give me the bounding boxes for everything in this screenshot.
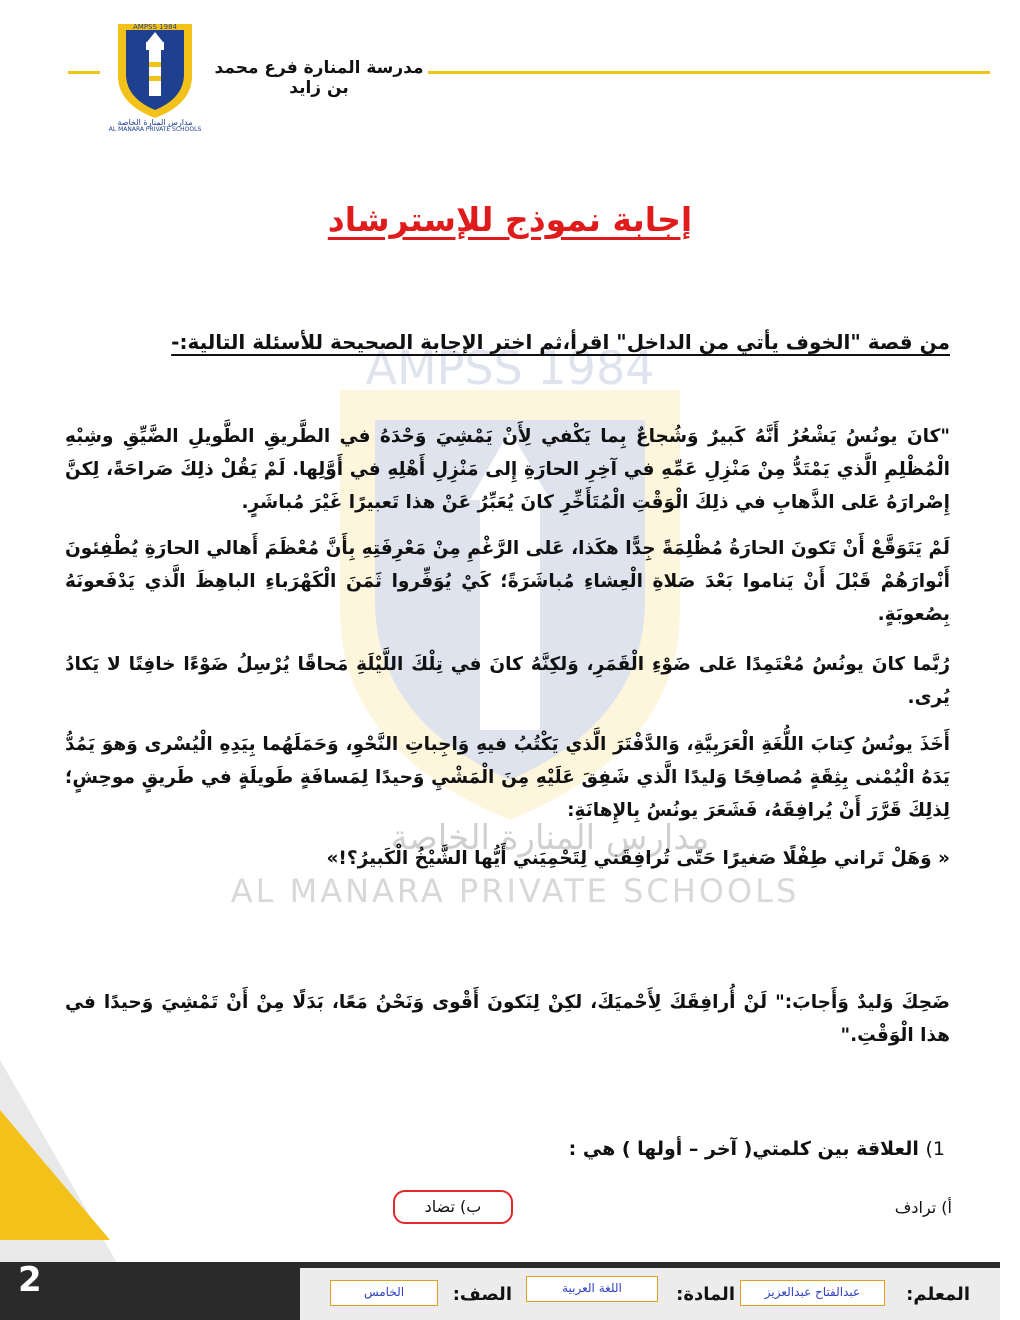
option-b-selected[interactable]: ب) تضاد <box>393 1190 513 1224</box>
story-paragraph-4: أَخَذَ يونُسُ كِتابَ اللُّغَةِ الْعَرَبِيَّةِ، وَالدَّفْتَرَ الَّذي يَكْتُبُ فيهِ وَاجِباتِ النَّحْوِ، وَحَمَلَهُما بِيَدِهِ الْيُسْرى وَهوَ يَمُدُّ يَدَهُ الْيُمْنى بِثِقَةٍ مُصافِحًا وَليدًا الَّذي شَفِقَ عَلَيْهِ مِنَ الْمَشْيِ وَحيدًا لِمَسافَةٍ طَويلَةٍ في طَريقٍ موحِشٍ؛ لِذلِكَ قَرَّرَ أَنْ يُرافِقَهُ، فَشَعَرَ يونُسُ بِالإِهانَةِ: <box>65 734 950 821</box>
question-text: العلاقة بين كلمتي( آخر – أولها ) هي : <box>568 1138 919 1160</box>
question-1 <box>560 1138 945 1160</box>
header-rule-right <box>428 71 990 74</box>
story-paragraph-6: ضَحِكَ وَليدٌ وَأَجابَ:" لَنْ أُرافِقَكَ لِأَحْميَكَ، لكِنْ لِنَكونَ أَقْوى وَنَحْنُ مَعًا، بَدَلًا مِنْ أَنْ تَمْشِيَ وَحيدًا في هذا الْوَقْتِ." <box>65 992 950 1046</box>
logo-ring-text: AMPSS 1984 <box>133 23 177 31</box>
subject-field[interactable]: اللغة العربية <box>526 1276 658 1302</box>
story-paragraph-5: « وَهَلْ تَراني طِفْلًا صَغيرًا حَتّى تُرافِقَني لِتَحْمِيَني أَيُّها الشَّيْخُ الْكَبيرُ؟!» <box>326 848 950 869</box>
option-a[interactable]: أ) ترادف <box>894 1198 952 1217</box>
watermark-english: AL MANARA PRIVATE SCHOOLS <box>230 872 800 910</box>
story-paragraph-1: "كانَ يونُسُ يَشْعُرُ أَنَّهُ كَبيرٌ وَشُجاعٌ بِما يَكْفي لِأَنْ يَمْشِيَ وَحْدَهُ في الطَّريقِ الطَّويلِ الضَّيِّقِ وشِبْهِ الْمُظْلِمِ الَّذي يَمْتَدُّ مِنْ مَنْزِلِ عَمِّهِ في آخِرِ الحارَةِ إِلى مَنْزِلِ أَهْلِهِ في أَوَّلِها. لَمْ يَقُلْ ذلِكَ صَراحَةً، لِكنَّ إِصْرارَهُ عَلى الذَّهابِ في ذلِكَ الْوَقْتِ الْمُتَأَخِّرِ كانَ يُعَبِّرُ عَنْ هذا تَعبيرًا غَيْرَ مُباشَرٍ. <box>65 426 950 513</box>
page-title: إجابة نموذج للإسترشاد <box>327 200 693 239</box>
subject-label: المادة: <box>676 1284 735 1305</box>
story-paragraph-2: لَمْ يَتَوَقَّعْ أَنْ تَكونَ الحارَةُ مُظْلِمَةً جِدًّا هكَذا، عَلى الرَّغْمِ مِنْ مَعْرِفَتِهِ بِأَنَّ مُعْظَمَ أَهالي الحارَةِ يُطْفِئونَ أَنْوارَهُمْ قَبْلَ أَنْ يَناموا بَعْدَ صَلاةِ الْعِشاءِ مُباشَرَةً؛ كَيْ يُوَفِّروا ثَمَنَ الْكَهْرَباءِ الباهِظَ الَّذي يَدْفَعونَهُ بِصُعوبَةٍ. <box>65 538 950 625</box>
page-number: 2 <box>18 1260 42 1300</box>
school-logo <box>100 18 210 133</box>
teacher-label: المعلم: <box>906 1284 970 1305</box>
story-paragraph-3: رُبَّما كانَ يونُسُ مُعْتَمِدًا عَلى ضَوْءِ الْقَمَرِ، وَلكِنَّهُ كانَ في تِلْكَ اللَّيْلَةِ مَحاقًا يُرْسِلُ ضَوْءًا خافِتًا لا يَكادُ يُرى. <box>65 654 950 708</box>
logo-caption-ar: مدارس المنارة الخاصة <box>117 118 193 127</box>
grade-label: الصف: <box>452 1284 512 1305</box>
watermark-arabic: مدارس المنارة الخاصة <box>390 818 710 858</box>
question-number: 1) <box>925 1138 945 1160</box>
instruction: من قصة "الخوف يأتي من الداخل" اقرأ،ثم اختر الإجابة الصحيحة للأسئلة التالية:- <box>171 330 950 354</box>
teacher-name-field[interactable]: عبدالفتاح عبدالعزيز <box>740 1280 885 1306</box>
grade-field[interactable]: الخامس <box>330 1280 438 1306</box>
header-rule-left <box>68 71 100 74</box>
watermark-ring-text: AMPSS 1984 <box>365 350 655 395</box>
logo-caption-en: AL MANARA PRIVATE SCHOOLS <box>108 126 202 133</box>
footer-decor-yellow <box>0 1110 110 1240</box>
school-name: مدرسة المنارة فرع محمد بن زايد <box>214 58 424 98</box>
